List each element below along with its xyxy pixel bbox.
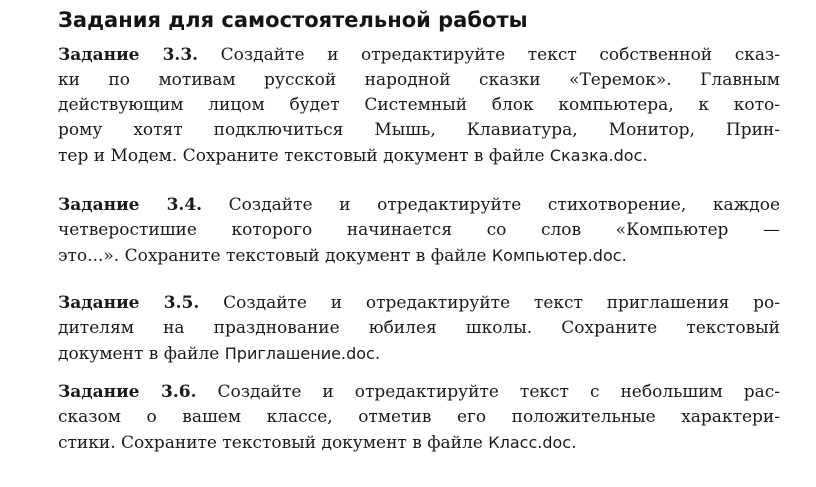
sentence-end: .: [642, 146, 648, 166]
section-title: Задания для самостоятельной работы: [58, 8, 528, 32]
task-text: стики. Сохраните текстовый документ в файле: [58, 433, 489, 453]
task-line: [58, 243, 780, 268]
task-line: дителям на празднование юбилея школы. Сохраните текстовый: [58, 318, 780, 338]
task-text: тер и Модем. Сохраните текстовый документ в файле: [58, 146, 550, 166]
sentence-end: .: [571, 433, 577, 453]
task-line: [58, 430, 780, 455]
task-line: [58, 380, 780, 405]
file-name: Компьютер.doc: [491, 246, 622, 265]
task-line: [58, 43, 780, 68]
task-line: сказом о вашем классе, отметив его положительные характери-: [58, 407, 780, 427]
task-line: рому хотят подключиться Мышь, Клавиатура, Монитор, Прин-: [58, 120, 780, 140]
task-line: [58, 193, 780, 218]
task-text: Создайте и отредактируйте текст приглашения ро-: [199, 293, 781, 313]
file-name: Класс.doc: [488, 433, 572, 452]
task-label: Задание 3.3.: [58, 45, 199, 65]
task-line: действующим лицом будет Системный блок компьютера, к кото-: [58, 95, 780, 115]
sentence-end: .: [374, 344, 381, 364]
task-label: Задание 3.5.: [58, 293, 200, 313]
task-line: [58, 341, 780, 366]
task-line: [58, 143, 780, 168]
task-text: это...». Сохраните текстовый документ в файле: [58, 246, 492, 266]
task-3-5: [58, 291, 780, 366]
task-text: документ в файле: [58, 344, 225, 364]
task-text: Создайте и отредактируйте текст с небольшим рас-: [196, 382, 781, 402]
task-line: четверостишие которого начинается со слов «Компьютер —: [58, 220, 780, 240]
task-line: ки по мотивам русской народной сказки «Теремок». Главным: [58, 70, 780, 90]
file-name: Сказка.doc: [549, 146, 643, 165]
task-text: Создайте и отредактируйте текст собственной сказ-: [198, 45, 780, 65]
task-label: Задание 3.6.: [58, 382, 197, 402]
file-name: Приглашение.doc: [224, 344, 375, 363]
task-line: [58, 291, 780, 316]
sentence-end: .: [621, 246, 627, 266]
task-3-6: [58, 380, 780, 455]
task-text: Создайте и отредактируйте стихотворение, каждое: [202, 195, 780, 215]
task-label: Задание 3.4.: [58, 195, 203, 215]
task-3-4: [58, 193, 780, 268]
task-3-3: [58, 43, 780, 168]
